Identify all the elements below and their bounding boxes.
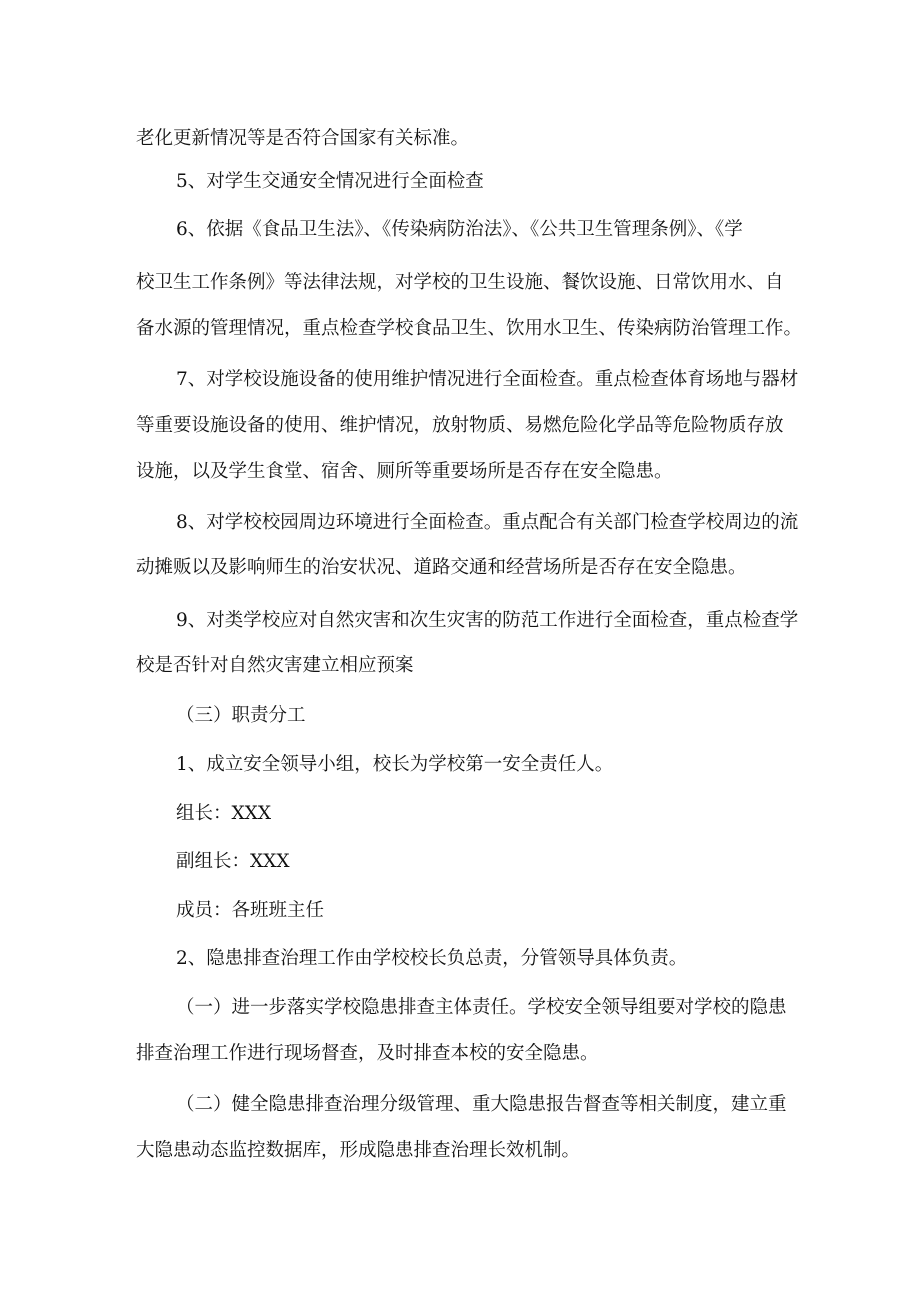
paragraph-line: 校卫生工作条例》等法律法规，对学校的卫生设施、餐饮设施、日常饮用水、自 <box>136 272 784 293</box>
paragraph-line: 动摊贩以及影响师生的治安状况、道路交通和经营场所是否存在安全隐患。 <box>136 557 747 578</box>
paragraph-line: 1、成立安全领导小组，校长为学校第一安全责任人。 <box>176 754 614 775</box>
paragraph-line: （一）进一步落实学校隐患排查主体责任。学校安全领导组要对学校的隐患 <box>176 997 787 1018</box>
paragraph-line: 5、对学生交通安全情况进行全面检查 <box>176 171 484 192</box>
members-line: 成员：各班班主任 <box>176 900 325 921</box>
paragraph-line: 老化更新情况等是否符合国家有关标准。 <box>136 128 470 149</box>
paragraph-line: 排查治理工作进行现场督查，及时排查本校的安全隐患。 <box>136 1043 599 1064</box>
paragraph-line: 等重要设施设备的使用、维护情况，放射物质、易燃危险化学品等危险物质存放 <box>136 415 784 436</box>
paragraph-line: 校是否针对自然灾害建立相应预案 <box>136 655 414 676</box>
paragraph-line: 大隐患动态监控数据库，形成隐患排查治理长效机制。 <box>136 1140 581 1161</box>
paragraph-line: 备水源的管理情况，重点检查学校食品卫生、饮用水卫生、传染病防治管理工作。 <box>136 318 803 339</box>
paragraph-line: 2、隐患排查治理工作由学校校长负总责，分管领导具体负责。 <box>176 948 688 969</box>
paragraph-line: 6、依据《食品卫生法》、《传染病防治法》、《公共卫生管理条例》、《学 <box>176 219 743 240</box>
paragraph-line: 7、对学校设施设备的使用维护情况进行全面检查。重点检查体育场地与器材 <box>176 369 799 390</box>
section-heading: （三）职责分工 <box>176 705 306 726</box>
paragraph-line: 设施，以及学生食堂、宿舍、厕所等重要场所是否存在安全隐患。 <box>136 461 673 482</box>
team-leader-line: 组长：XXX <box>176 803 272 824</box>
paragraph-line: （二）健全隐患排查治理分级管理、重大隐患报告督查等相关制度，建立重 <box>176 1094 787 1115</box>
paragraph-line: 8、对学校校园周边环境进行全面检查。重点配合有关部门检查学校周边的流 <box>176 512 799 533</box>
paragraph-line: 9、对类学校应对自然灾害和次生灾害的防范工作进行全面检查，重点检查学 <box>176 610 799 631</box>
deputy-leader-line: 副组长：XXX <box>176 851 290 872</box>
